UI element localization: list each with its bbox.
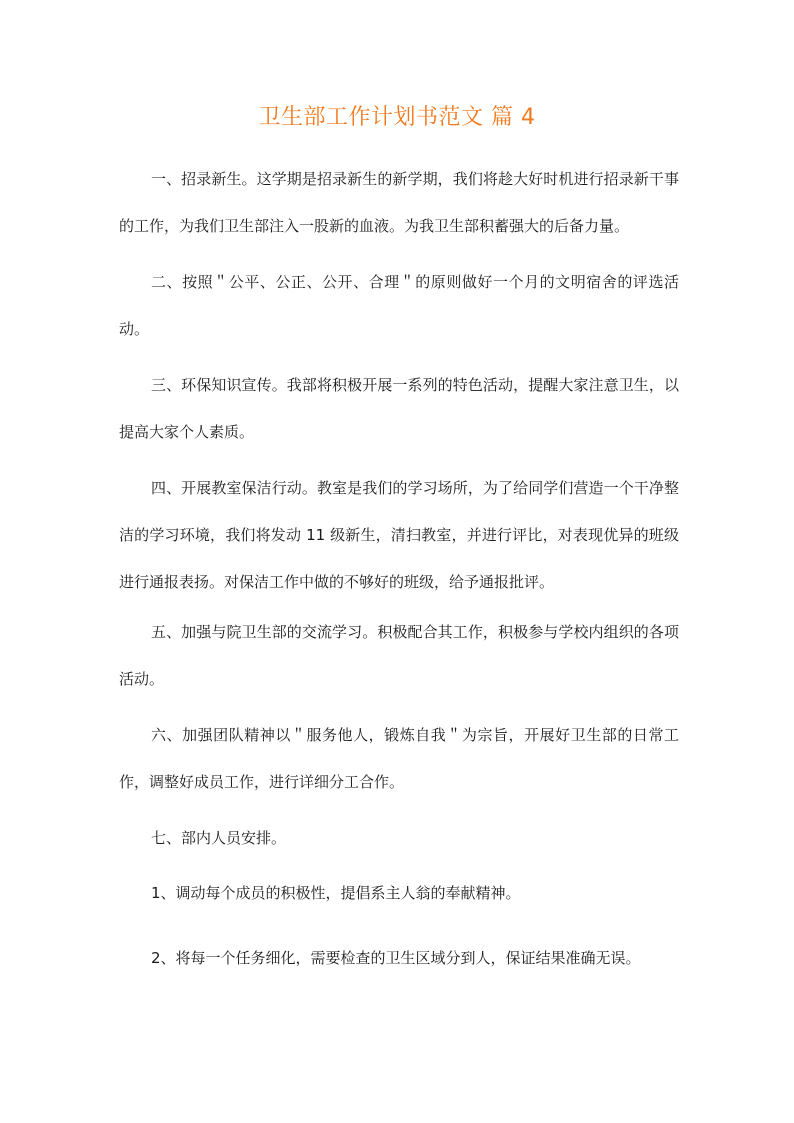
paragraph-staff-arrangement: 七、部内人员安排。 — [151, 829, 287, 847]
paragraph-item-2: 2、将每一个任务细化，需要检查的卫生区域分到人，保证结果准确无误。 — [151, 949, 641, 967]
paragraph-recruit-new-members: 一、招录新生。这学期是招录新生的新学期，我们将趁大好时机进行招录新干事的工作，为我们卫生部注入一股新的血液。为我卫生部积蓄强大的后备力量。 — [119, 170, 679, 235]
paragraph-classroom-cleaning: 四、开展教室保洁行动。教室是我们的学习场所，为了给同学们营造一个干净整洁的学习环境，我们将发动 11 级新生，清扫教室，并进行评比，对表现优异的班级进行通报表扬。对保洁工作中做的不够好的班级，给予通报批评。 — [119, 479, 679, 591]
paragraph-dorm-evaluation: 二、按照＂公平、公正、公开、合理＂的原则做好一个月的文明宿舍的评选活动。 — [119, 273, 679, 338]
paragraph-item-1: 1、调动每个成员的积极性，提倡系主人翁的奉献精神。 — [151, 884, 521, 902]
paragraph-exchange-learning: 五、加强与院卫生部的交流学习。积极配合其工作，积极参与学校内组织的各项活动。 — [119, 623, 679, 688]
paragraph-environmental-publicity: 三、环保知识宣传。我部将积极开展一系列的特色活动，提醒大家注意卫生，以提高大家个人素质。 — [119, 376, 679, 441]
document-title: 卫生部工作计划书范文 篇 4 — [258, 105, 536, 130]
paragraph-team-spirit: 六、加强团队精神以＂服务他人，锻炼自我＂为宗旨，开展好卫生部的日常工作，调整好成员工作，进行详细分工合作。 — [119, 726, 679, 791]
